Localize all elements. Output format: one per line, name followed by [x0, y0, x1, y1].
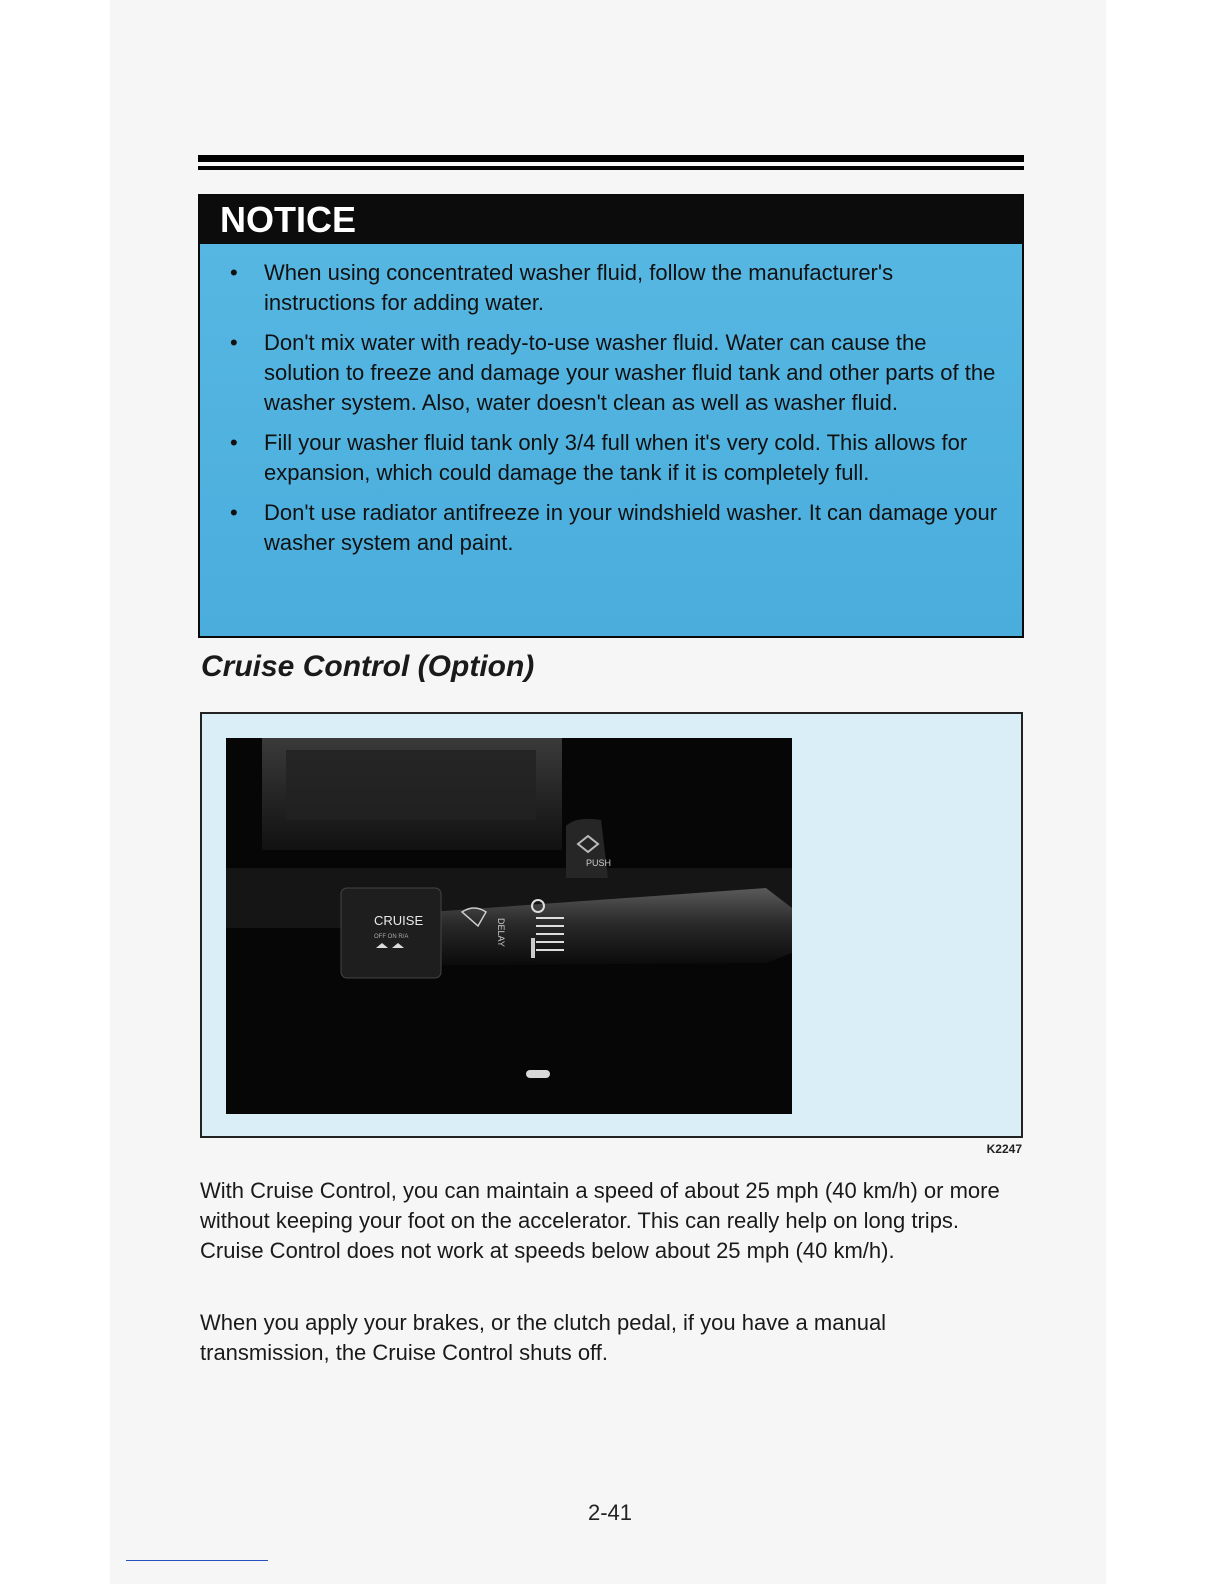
header-rule-thick [198, 155, 1024, 162]
notice-item [230, 498, 1002, 558]
notice-item [230, 428, 1002, 488]
notice-item [230, 328, 1002, 418]
page-number: 2-41 [587, 1500, 633, 1525]
bullet-icon: • [230, 260, 238, 285]
bullet-icon: • [230, 330, 238, 355]
cruise-positions-label: OFF ON R/A [374, 934, 409, 940]
notice-box [198, 194, 1024, 638]
notice-title: NOTICE [200, 196, 1022, 244]
header-rule-thin [198, 166, 1024, 170]
bullet-icon: • [230, 500, 238, 525]
bullet-icon: • [230, 430, 238, 455]
cruise-switch-housing [341, 888, 441, 978]
cruise-label: CRUISE [374, 913, 424, 928]
push-label: PUSH [586, 858, 612, 868]
notice-item-text: Don't mix water with ready-to-use washer fluid. Water can cause the solution to freeze and damage your washer fluid tank and other parts of the washer system. Also, water doesn't clean as well as washer fluid. [264, 330, 996, 415]
washer-button [566, 819, 608, 878]
dashboard-light [526, 1070, 550, 1078]
footer-line [126, 1560, 268, 1561]
cruise-control-photo [226, 738, 792, 1114]
notice-item [230, 258, 1002, 318]
stalk-illustration [226, 738, 792, 1114]
delay-label: DELAY [496, 918, 506, 947]
notice-item-text: Fill your washer fluid tank only 3/4 full when it's very cold. This allows for expansion, which could damage the tank if it is completely full. [264, 430, 968, 485]
figure-frame [200, 712, 1023, 1138]
notice-list [200, 244, 1022, 558]
paragraph: When you apply your brakes, or the clutch pedal, if you have a manual transmission, the Cruise Control shuts off. [200, 1310, 887, 1365]
section-title: Cruise Control (Option) [201, 650, 535, 683]
figure-code: K2247 [986, 1142, 1022, 1156]
notice-item-text: Don't use radiator antifreeze in your windshield washer. It can damage your washer system and paint. [264, 500, 998, 555]
paragraph: With Cruise Control, you can maintain a speed of about 25 mph (40 km/h) or more without keeping your foot on the accelerator. This can really help on long trips. Cruise Control does not work at speeds below about 25 mph (40 km/h). [200, 1178, 1000, 1263]
notice-item-text: When using concentrated washer fluid, follow the manufacturer's instructions for adding water. [264, 260, 894, 315]
